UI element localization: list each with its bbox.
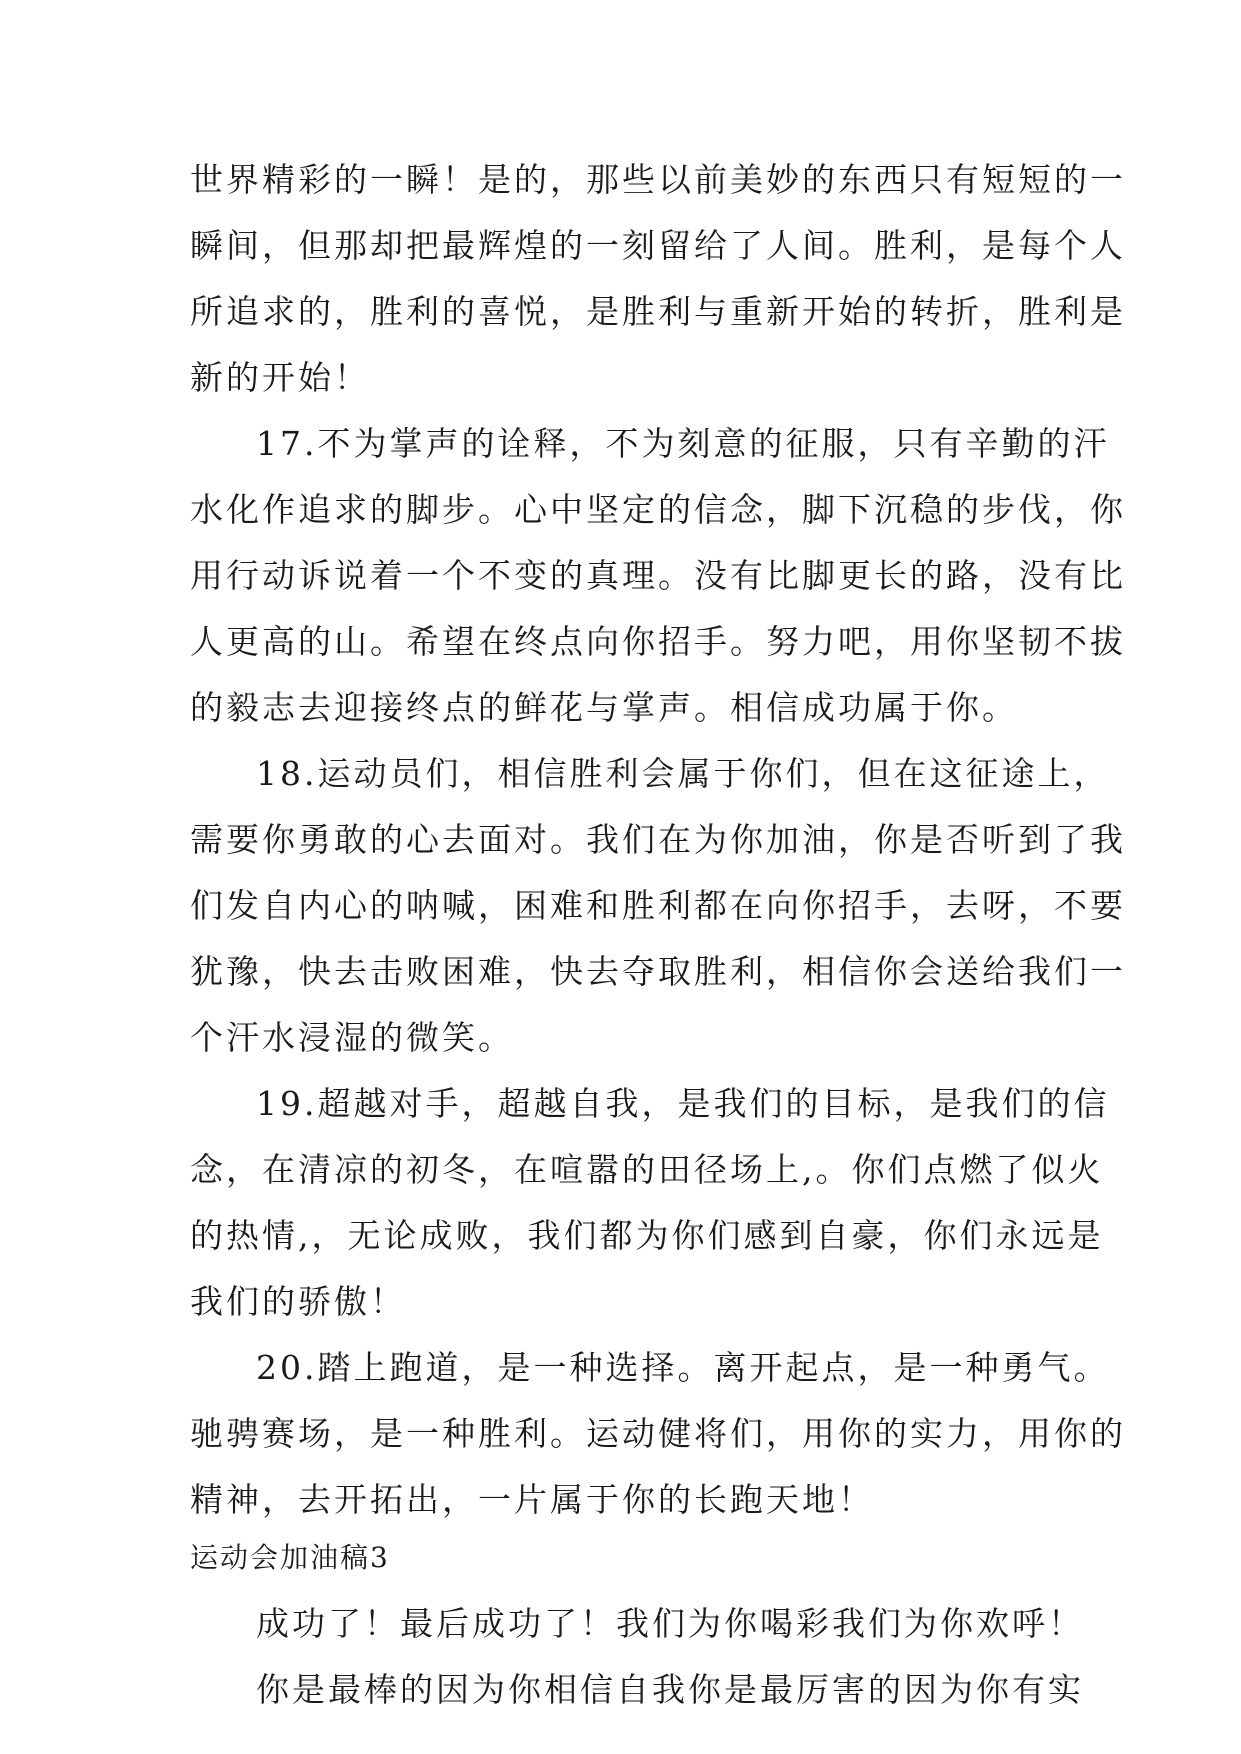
paragraph-line: 的毅志去迎接终点的鲜花与掌声。相信成功属于你。 [190, 688, 1018, 727]
paragraph-line: 犹豫，快去击败困难，快去夺取胜利，相信你会送给我们一 [190, 952, 1126, 991]
paragraph-line-item-17: 17.不为掌声的诠释，不为刻意的征服，只有辛勤的汗 [256, 424, 1110, 463]
paragraph-line: 驰骋赛场，是一种胜利。运动健将们，用你的实力，用你的 [190, 1414, 1126, 1453]
paragraph-line: 新的开始！ [190, 358, 370, 397]
paragraph-line: 人更高的山。希望在终点向你招手。努力吧，用你坚韧不拔 [190, 622, 1126, 661]
paragraph-line-item-19: 19.超越对手，超越自我，是我们的目标，是我们的信 [256, 1084, 1110, 1123]
paragraph-line: 瞬间，但那却把最辉煌的一刻留给了人间。胜利，是每个人 [190, 226, 1126, 265]
paragraph-line: 们发自内心的呐喊，困难和胜利都在向你招手，去呀，不要 [190, 886, 1126, 925]
paragraph-line: 用行动诉说着一个不变的真理。没有比脚更长的路，没有比 [190, 556, 1126, 595]
paragraph-line-item-18: 18.运动员们，相信胜利会属于你们，但在这征途上， [256, 754, 1110, 793]
paragraph-line: 所追求的，胜利的喜悦，是胜利与重新开始的转折，胜利是 [190, 292, 1126, 331]
paragraph-line: 的热情,，无论成败，我们都为你们感到自豪，你们永远是 [190, 1216, 1104, 1255]
paragraph-line: 成功了！最后成功了！我们为你喝彩我们为你欢呼！ [256, 1604, 1084, 1643]
paragraph-line: 精神，去开拓出，一片属于你的长跑天地！ [190, 1480, 874, 1519]
paragraph-line: 世界精彩的一瞬！是的，那些以前美妙的东西只有短短的一 [190, 160, 1126, 199]
paragraph-line: 念，在清凉的初冬，在喧嚣的田径场上,。你们点燃了似火 [190, 1150, 1104, 1189]
paragraph-line: 个汗水浸湿的微笑。 [190, 1018, 514, 1057]
paragraph-line: 你是最棒的因为你相信自我你是最厉害的因为你有实 [256, 1670, 1084, 1709]
paragraph-line-item-20: 20.踏上跑道，是一种选择。离开起点，是一种勇气。 [256, 1348, 1110, 1387]
paragraph-line: 需要你勇敢的心去面对。我们在为你加油，你是否听到了我 [190, 820, 1126, 859]
section-title: 运动会加油稿3 [190, 1541, 390, 1574]
paragraph-line: 我们的骄傲！ [190, 1282, 406, 1321]
paragraph-line: 水化作追求的脚步。心中坚定的信念，脚下沉稳的步伐，你 [190, 490, 1126, 529]
